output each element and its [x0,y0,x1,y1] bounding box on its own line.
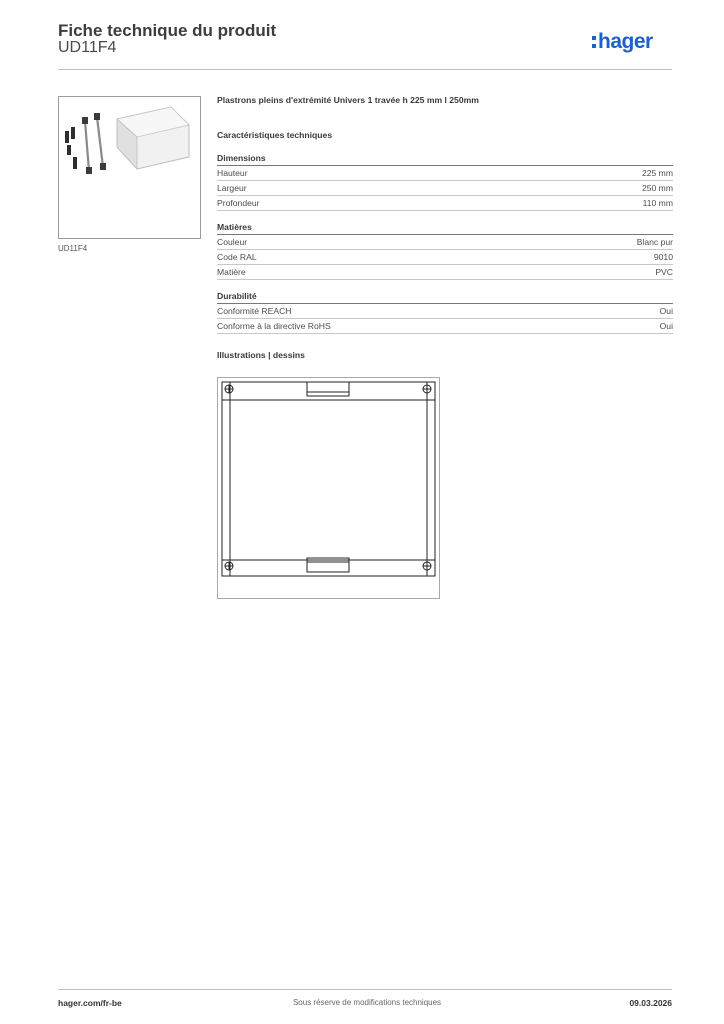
spec-label: Code RAL [217,252,257,262]
spec-label: Hauteur [217,168,248,178]
hager-logo[interactable] [590,26,676,58]
product-name: Plastrons pleins d'extrémité Univers 1 travée h 225 mm l 250mm [217,95,479,105]
spec-row [217,265,673,280]
group-title: Matières [217,221,673,235]
spec-label: Couleur [217,237,248,247]
spec-label: Largeur [217,183,247,193]
spec-row [217,250,673,265]
product-reference: UD11F4 [58,39,117,56]
spec-value: PVC [655,267,673,277]
spec-value: 110 mm [642,198,673,208]
product-photo [58,96,201,239]
spec-value: 250 mm [641,183,673,193]
section-title: Caractéristiques techniques [217,130,333,140]
spec-group-dimensions [217,152,673,211]
spec-label: Conformité REACH [217,306,292,316]
spec-label: Profondeur [217,198,260,208]
group-title: Durabilité [217,290,673,304]
footer-website-link[interactable]: hager.com/fr-be [58,998,122,1008]
svg-text:hager: hager [598,30,653,53]
spec-value: Blanc pur [636,237,673,247]
specifications [217,95,673,362]
spec-group-materials [217,221,673,280]
spec-row [217,304,673,319]
spec-label: Matière [217,267,246,277]
spec-row [217,181,673,196]
spec-value: 9010 [653,252,673,262]
spec-row [217,166,673,181]
spec-row [217,196,673,211]
spec-row [217,235,673,250]
page-title: Fiche technique du produit [58,21,277,40]
spec-value: 225 mm [641,168,673,178]
spec-group-durability [217,290,673,334]
image-caption: UD11F4 [58,244,88,253]
spec-value: Oui [659,321,673,331]
footer-notice: Sous réserve de modifications techniques [292,998,442,1007]
header-divider [58,69,672,70]
footer-date: 09.03.2026 [629,998,672,1008]
spec-value: Oui [659,306,673,316]
spec-row [217,319,673,334]
footer-divider [58,989,672,990]
group-title: Dimensions [217,152,673,166]
technical-drawing [217,377,440,599]
spec-label: Conforme à la directive RoHS [217,321,331,331]
illustrations-title: Illustrations | dessins [217,350,305,360]
